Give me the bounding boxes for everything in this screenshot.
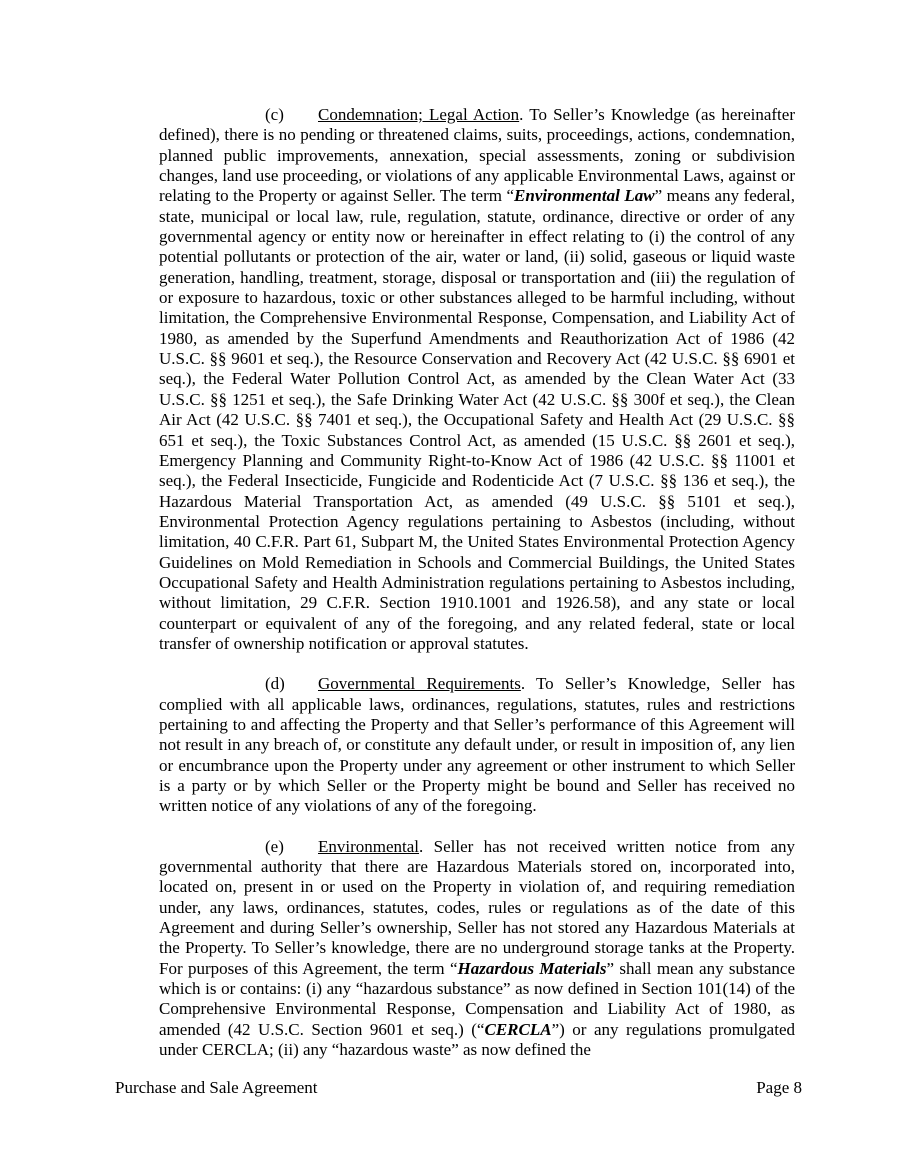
paragraph-c-text-1: . To Seller’s Knowledge (as hereinafter defined), there is no pending or threatened claims, suits, proceedings, actions, condemnation, planned public improvements, annexation, special assessments, zoning or subdivision changes, land use proceeding, or violations of any applicable Environmental Laws, against or relating to the Property or against Seller. The term “ — [159, 105, 795, 206]
paragraph-c — [159, 105, 795, 654]
footer-page-number: Page 8 — [756, 1078, 802, 1097]
paragraph-e-text-2: ” shall mean any substance which is or contains: (i) any “hazardous substance” as now defined in Section 101(14) of the Comprehensive Environmental Response, Compensation and Liability Act of 1980, as amended (42 U.S.C. Section 9601 et seq.) (“ — [159, 958, 796, 1039]
page-footer — [115, 1078, 802, 1098]
paragraph-d — [159, 674, 795, 816]
defined-term-environmental-law: Environmental Law — [514, 186, 655, 206]
paragraph-e — [159, 837, 795, 1061]
paragraph-d-text-1: . To Seller’s Knowledge, Seller has complied with all applicable laws, ordinances, regulations, statutes, rules and restrictions pertaining to and affecting the Property and that Seller’s performance of this Agreement will not result in any breach of, or constitute any default under, or result in imposition of, any lien or encumbrance upon the Property under any agreement or other instrument to which Seller is a party or by which Seller or the Property might be bound and Seller has received no written notice of any violations of any of the foregoing. — [159, 674, 795, 816]
paragraph-e-label: (e) — [265, 836, 284, 856]
paragraph-d-heading: Governmental Requirements — [318, 674, 521, 694]
paragraph-d-label: (d) — [265, 674, 285, 694]
paragraph-c-label: (c) — [265, 105, 284, 124]
paragraph-c-heading: Condemnation; Legal Action — [318, 105, 520, 124]
paragraph-e-heading: Environmental — [318, 836, 420, 856]
paragraph-c-text-2: ” means any federal, state, municipal or local law, rule, regulation, statute, ordinance, directive or order of any governmental agency or entity now or hereinafter in effect relating to (i) the control of any potential pollutants or protection of the air, water or land, (ii) solid, gaseous or liquid waste generation, handling, treatment, storage, disposal or transportation and (iii) the regulation of or exposure to hazardous, toxic or other substances alleged to be harmful including, without limitation, the Comprehensive Environmental Response, Compensation, and Liability Act of 1980, as amended by the Superfund Amendments and Reauthorization Act of 1986 (42 U.S.C. §§ 9601 et seq.), the Resource Conservation and Recovery Act (42 U.S.C. §§ 6901 et seq.), the Federal Water Pollution Control Act, as amended by the Clean Water Act (33 U.S.C. §§ 1251 et seq.), the Safe Drinking Water Act (42 U.S.C. §§ 300f et seq.), the Clean Air Act (42 U.S.C. §§ 7401 et seq.), the Occupational Safety and Health Act (29 U.S.C. §§ 651 et seq.), the Toxic Substances Control Act, as amended (15 U.S.C. §§ 2601 et seq.), Emergency Planning and Community Right-to-Know Act of 1986 (42 U.S.C. §§ 11001 et seq.), the Federal Insecticide, Fungicide and Rodenticide Act (7 U.S.C. §§ 136 et seq.), the Hazardous Material Transportation Act, as amended (49 U.S.C. §§ 5101 et seq.), Environmental Protection Agency regulations pertaining to Asbestos (including, without limitation, 40 C.F.R. Part 61, Subpart M, the United States Environmental Protection Agency Guidelines on Mold Remediation in Schools and Commercial Buildings, the United States Occupational Safety and Health Administration regulations pertaining to Asbestos including, without limitation, 29 C.F.R. Section 1910.1001 and 1926.58), and any state or local counterpart or equivalent of any of the foregoing, and any related federal, state or local transfer of ownership notification or approval statutes. — [159, 186, 796, 653]
footer-document-title: Purchase and Sale Agreement — [115, 1078, 318, 1097]
document-body — [159, 105, 795, 1080]
paragraph-e-text-3: ”) or any regulations promulgated under CERCLA; (ii) any “hazardous waste” as now defined the — [159, 1019, 796, 1060]
paragraph-e-text-1: . Seller has not received written notice from any governmental authority that there are Hazardous Materials stored on, incorporated into, located on, present in or used on the Property in violation of, and requiring remediation under, any laws, ordinances, statutes, codes, rules or regulations as of the date of this Agreement and during Seller’s ownership, Seller has not stored any Hazardous Materials at the Property. To Seller’s knowledge, there are no underground storage tanks at the Property. For purposes of this Agreement, the term “ — [159, 836, 795, 978]
defined-term-hazardous-materials: Hazardous Materials — [457, 958, 607, 978]
defined-term-cercla: CERCLA — [484, 1019, 552, 1039]
